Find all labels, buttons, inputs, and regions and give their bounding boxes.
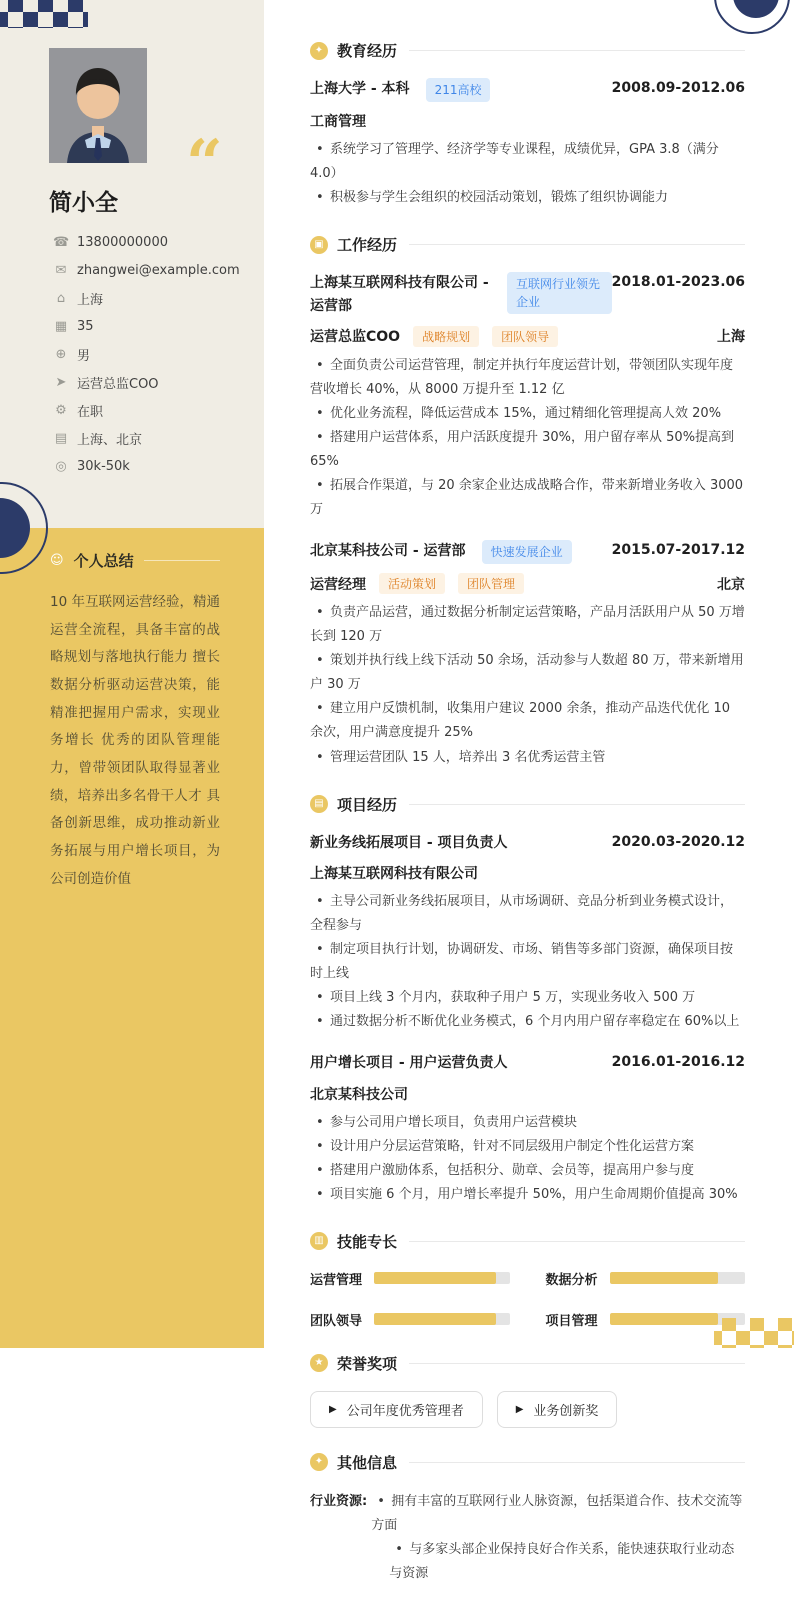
skill-label: 团队领导 <box>310 1313 363 1329</box>
bullet-item <box>310 649 745 697</box>
skill-tag: 活动策划 <box>379 573 445 594</box>
section-divider <box>409 1363 745 1364</box>
bullet-item <box>310 1111 745 1135</box>
contact-value: 男 <box>77 348 91 364</box>
entry-header <box>310 78 745 102</box>
section-skills <box>310 1231 745 1329</box>
job-date: 2018.01-2023.06 <box>611 274 745 291</box>
bullet-dot: • <box>316 605 324 621</box>
bullet-text: 搭建用户激励体系，包括积分、勋章、会员等，提高用户参与度 <box>330 1162 695 1178</box>
skill-tag: 战略规划 <box>413 326 479 347</box>
skill-label: 项目管理 <box>545 1313 598 1329</box>
gender-icon: ⊕ <box>55 346 67 362</box>
person-icon: ☺ <box>50 553 64 568</box>
contact-value: 在职 <box>77 404 104 420</box>
skill-bar-fill <box>374 1272 496 1284</box>
bullet-text: 建立用户反馈机制，收集用户建议 2000 余条，推动产品迭代优化 10 余次，用户满意度提升 25% <box>310 701 731 741</box>
contact-email <box>53 256 253 284</box>
other-info-row <box>310 1490 745 1586</box>
sidebar <box>0 0 264 1348</box>
company-name: 北京某科技公司 - 运营部 <box>310 543 466 560</box>
summary-divider <box>144 560 220 561</box>
other-info-label: 行业资源: <box>310 1493 368 1509</box>
job-location: 北京 <box>717 576 745 593</box>
contact-location <box>53 284 253 312</box>
education-date: 2008.09-2012.06 <box>611 80 745 96</box>
bullet-item <box>310 138 745 186</box>
bullet-list <box>310 1111 745 1207</box>
bullet-dot: • <box>316 478 324 494</box>
position-row <box>310 326 745 347</box>
bullet-text: 管理运营团队 15 人，培养出 3 名优秀运营主管 <box>330 749 606 765</box>
project-date: 2016.01-2016.12 <box>611 1054 745 1071</box>
skill-row <box>310 1269 510 1288</box>
school-name: 上海大学 - 本科 <box>310 81 410 97</box>
target-icon: ◎ <box>55 458 67 474</box>
major-name: 工商管理 <box>310 114 366 130</box>
checker-pattern-bottom-right <box>714 1318 794 1348</box>
skill-label: 数据分析 <box>545 1272 598 1288</box>
graduation-cap-icon: ✦ <box>310 42 328 60</box>
company-badge: 快速发展企业 <box>482 540 572 564</box>
bullet-dot: • <box>316 749 324 765</box>
contact-salary <box>53 452 253 480</box>
contact-value: 上海 <box>77 292 104 308</box>
contact-list <box>53 228 253 480</box>
section-divider <box>409 1241 745 1242</box>
section-divider <box>409 50 745 51</box>
info-icon: ✦ <box>310 1453 328 1471</box>
contact-job-title <box>53 368 253 396</box>
bullet-dot: • <box>316 1014 324 1030</box>
skill-row <box>546 1269 746 1288</box>
bullet-dot: • <box>316 357 324 373</box>
paper-plane-icon: ➤ <box>55 374 67 390</box>
bullet-text: 负责产品运营，通过数据分析制定运营策略，产品月活跃用户从 50 万增长到 120 万 <box>310 605 745 645</box>
contact-value: 运营总监COO <box>77 376 159 392</box>
bullet-dot: • <box>377 1493 385 1509</box>
section-title: 工作经历 <box>337 236 398 255</box>
section-header <box>310 1353 745 1374</box>
bullet-text: 拥有丰富的互联网行业人脉资源，包括渠道合作、技术交流等方面 <box>371 1493 743 1533</box>
bullet-item <box>310 746 745 770</box>
bullet-text: 设计用户分层运营策略，针对不同层级用户制定个性化运营方案 <box>330 1138 695 1154</box>
phone-icon: ☎ <box>53 234 70 250</box>
contact-value: zhangwei@example.com <box>77 262 240 278</box>
bullet-text: 主导公司新业务线拓展项目，从市场调研、竞品分析到业务模式设计，全程参与 <box>310 893 734 934</box>
bullet-item <box>310 1159 745 1183</box>
bullet-text: 系统学习了管理学、经济学等专业课程，成绩优异，GPA 3.8（满分 4.0） <box>310 142 719 182</box>
project-date: 2020.03-2020.12 <box>611 833 745 850</box>
bullet-item <box>310 1183 745 1207</box>
briefcase-icon: ▣ <box>310 236 328 254</box>
bullet-text: 拓展合作渠道，与 20 余家企业达成战略合作，带来新增业务收入 3000 万 <box>310 478 744 518</box>
bullet-dot: • <box>395 1541 403 1557</box>
position-title: 运营总监COO <box>310 329 401 346</box>
bullet-item <box>389 1538 745 1586</box>
bullet-item <box>310 402 745 426</box>
contact-age <box>53 312 253 340</box>
position-title: 运营经理 <box>310 576 366 593</box>
bullet-dot: • <box>316 406 324 422</box>
summary-header <box>50 550 220 571</box>
summary-text: 10 年互联网运营经验，精通运营全流程，具备丰富的战略规划与落地执行能力 擅长数据分析驱动运营决策，能精准把握用户需求，实现业务增长 优秀的团队管理能力，曾带领团队取得显著业绩，培养出多名骨干人才 具备创新思维，成功推动新业务拓展与用户增长项目，为公司创造价值 <box>50 594 220 887</box>
bullet-list <box>310 138 745 210</box>
bullet-dot: • <box>316 990 324 1006</box>
skill-label: 运营管理 <box>310 1272 363 1288</box>
section-header <box>310 234 745 255</box>
company-badge: 互联网行业领先企业 <box>507 272 612 314</box>
bullet-item <box>310 601 745 649</box>
skill-bar-fill <box>374 1313 496 1325</box>
entry-header <box>310 540 745 564</box>
bullet-item <box>310 938 745 986</box>
section-divider <box>409 1462 745 1463</box>
section-awards <box>310 1353 745 1428</box>
bullet-text: 参与公司用户增长项目，负责用户运营模块 <box>330 1114 578 1130</box>
section-projects <box>310 794 745 1207</box>
skills-grid <box>310 1269 745 1329</box>
skill-tag: 团队领导 <box>492 326 558 347</box>
school-badge: 211高校 <box>426 78 491 102</box>
bullet-list <box>310 354 745 522</box>
bullet-dot: • <box>316 1162 324 1178</box>
bullet-text: 优化业务流程，降低运营成本 15%，通过精细化管理提高人效 20% <box>330 406 722 422</box>
mail-icon: ✉ <box>55 262 67 278</box>
trophy-icon: ★ <box>310 1354 328 1372</box>
summary-title: 个人总结 <box>73 552 134 570</box>
skill-bar-fill <box>610 1272 718 1284</box>
play-icon: ▶ <box>329 1403 337 1415</box>
bullet-item <box>310 890 745 938</box>
section-header <box>310 1231 745 1252</box>
award-label: 公司年度优秀管理者 <box>346 1403 464 1419</box>
award-item-button[interactable] <box>497 1391 618 1428</box>
bullet-dot: • <box>316 1186 324 1202</box>
bullet-text: 制定项目执行计划，协调研发、市场、销售等多部门资源，确保项目按时上线 <box>310 942 734 982</box>
section-title: 教育经历 <box>337 42 398 60</box>
bullet-text: 积极参与学生会组织的校园活动策划，锻炼了组织协调能力 <box>330 190 669 206</box>
job-location: 上海 <box>717 329 745 346</box>
bullet-text: 通过数据分析不断优化业务模式，6 个月内用户留存率稳定在 60%以上 <box>330 1014 740 1030</box>
section-education <box>310 40 745 210</box>
job-entry <box>310 540 745 769</box>
bullet-list <box>371 1490 745 1586</box>
bullet-text: 策划并执行线上线下活动 50 余场，活动参与人数超 80 万，带来新增用户 30 万 <box>310 653 744 693</box>
bullet-item <box>310 186 745 210</box>
project-company: 上海某互联网科技有限公司 <box>310 865 478 882</box>
award-item-button[interactable] <box>310 1391 483 1428</box>
bar-chart-icon: ▥ <box>310 1232 328 1250</box>
bullet-dot: • <box>316 653 324 669</box>
bullet-dot: • <box>316 142 324 157</box>
section-other <box>310 1452 745 1586</box>
bullet-item <box>310 1135 745 1159</box>
bullet-list <box>310 890 745 1034</box>
section-divider <box>409 244 745 245</box>
bullet-text: 项目上线 3 个月内，获取种子用户 5 万，实现业务收入 500 万 <box>330 990 696 1006</box>
bullet-item <box>310 1010 745 1034</box>
profile-photo-image <box>49 48 147 163</box>
profile-photo <box>49 48 147 163</box>
section-title: 技能专长 <box>337 1232 398 1251</box>
bullet-item <box>310 986 745 1010</box>
bullet-item <box>310 354 745 402</box>
quote-mark-icon: “ <box>186 126 219 201</box>
bullet-text: 搭建用户运营体系，用户活跃度提升 30%，用户留存率从 50%提高到 65% <box>310 430 735 470</box>
home-icon: ⌂ <box>56 290 66 306</box>
contact-value: 13800000000 <box>77 234 168 250</box>
contact-cities <box>53 424 253 452</box>
bullet-text: 与多家头部企业保持良好合作关系，能快速获取行业动态与资源 <box>389 1541 735 1581</box>
bullet-dot: • <box>316 190 324 206</box>
entry-header <box>310 272 745 317</box>
contact-status <box>53 396 253 424</box>
bullet-item <box>310 426 745 474</box>
section-header <box>310 40 745 61</box>
checker-pattern-top-left <box>0 0 88 28</box>
bullet-item <box>310 697 745 745</box>
building-icon: ▤ <box>54 430 68 446</box>
bullet-dot: • <box>316 1138 324 1154</box>
bullet-dot: • <box>316 942 324 958</box>
job-entry <box>310 272 745 522</box>
skill-bar <box>374 1272 510 1284</box>
section-title: 荣誉奖项 <box>337 1354 398 1373</box>
resume-main <box>264 0 794 1610</box>
bullet-dot: • <box>316 701 324 717</box>
bullet-text: 全面负责公司运营管理，制定并执行年度运营计划，带领团队实现年度营收增长 40%，从 8000 万提升至 1.12 亿 <box>310 357 734 397</box>
section-divider <box>409 804 745 805</box>
section-header <box>310 1452 745 1473</box>
project-entry <box>310 832 745 1035</box>
skill-row <box>310 1310 510 1329</box>
folder-icon: ▤ <box>310 795 328 813</box>
project-name: 用户增长项目 - 用户运营负责人 <box>310 1055 508 1072</box>
section-title: 项目经历 <box>337 795 398 814</box>
skill-bar-fill <box>610 1313 718 1325</box>
skill-tag: 团队管理 <box>458 573 524 594</box>
contact-value: 30k-50k <box>77 458 130 474</box>
candidate-name: 简小全 <box>49 190 118 216</box>
contact-value: 上海、北京 <box>77 432 143 448</box>
education-entry <box>310 78 745 210</box>
section-work <box>310 234 745 769</box>
award-label: 业务创新奖 <box>533 1403 599 1419</box>
skill-bar <box>374 1313 510 1325</box>
section-title: 其他信息 <box>337 1453 398 1472</box>
personal-summary-block <box>0 528 264 1348</box>
contact-value: 35 <box>77 318 94 334</box>
bullet-dot: • <box>316 1114 324 1130</box>
entry-header <box>310 1052 745 1074</box>
play-icon: ▶ <box>515 1403 524 1415</box>
company-name: 上海某互联网科技有限公司 - 运营部 <box>310 275 489 314</box>
age-icon: ▦ <box>54 318 68 334</box>
bullet-list <box>310 601 745 769</box>
award-list <box>310 1391 745 1428</box>
contact-gender <box>53 340 253 368</box>
entry-header <box>310 832 745 854</box>
bullet-dot: • <box>316 893 324 909</box>
section-header <box>310 794 745 815</box>
gear-icon: ⚙ <box>55 402 67 418</box>
project-entry <box>310 1052 745 1207</box>
skill-bar <box>610 1272 746 1284</box>
bullet-item <box>371 1490 745 1538</box>
bullet-item <box>310 474 745 522</box>
project-company: 北京某科技公司 <box>310 1086 408 1103</box>
job-date: 2015.07-2017.12 <box>611 542 745 559</box>
bullet-dot: • <box>316 430 324 446</box>
project-name: 新业务线拓展项目 - 项目负责人 <box>310 834 508 851</box>
contact-phone <box>53 228 253 256</box>
bullet-text: 项目实施 6 个月，用户增长率提升 50%，用户生命周期价值提高 30% <box>330 1186 738 1202</box>
position-row <box>310 573 745 594</box>
